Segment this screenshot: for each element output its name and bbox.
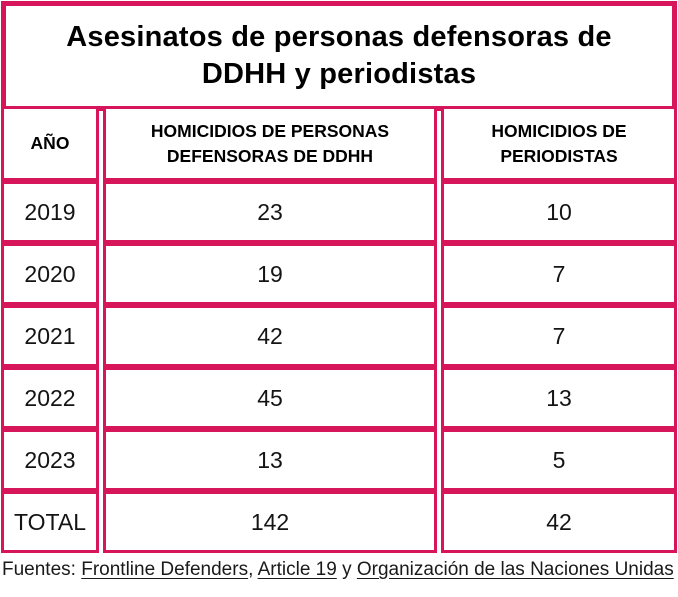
cell-defenders: 19: [103, 243, 437, 305]
header-row: [1, 106, 677, 181]
table-row: [1, 181, 677, 243]
title-box: [1, 1, 677, 111]
cell-journalists: 7: [441, 243, 677, 305]
cell-defenders: 13: [103, 429, 437, 491]
separator: y: [336, 559, 357, 580]
cell-defenders: 42: [103, 305, 437, 367]
cell-total-journalists: 42: [441, 491, 677, 553]
column-header-defenders: HOMICIDIOS DE PERSONAS DEFENSORAS DE DDHH: [103, 106, 437, 181]
table-row: [1, 243, 677, 305]
cell-journalists: 7: [441, 305, 677, 367]
source-link-article-19[interactable]: Article 19: [257, 559, 337, 580]
column-header-journalists: HOMICIDIOS DE PERIODISTAS: [441, 106, 677, 181]
page-title: Asesinatos de personas defensoras de DDHH y periodistas: [66, 21, 612, 90]
table-row: [1, 429, 677, 491]
cell-defenders: 45: [103, 367, 437, 429]
cell-year: 2023: [1, 429, 99, 491]
cell-year: 2020: [1, 243, 99, 305]
separator: ,: [248, 559, 258, 580]
sources-note: [2, 558, 676, 582]
column-header-year: AÑO: [1, 106, 99, 181]
source-link-naciones-unidas[interactable]: Organización de las Naciones Unidas: [356, 559, 674, 580]
data-table: [0, 106, 678, 553]
cell-defenders: 23: [103, 181, 437, 243]
table-row: [1, 367, 677, 429]
cell-year: 2021: [1, 305, 99, 367]
source-link-frontline-defenders[interactable]: Frontline Defenders: [81, 559, 249, 580]
cell-journalists: 10: [441, 181, 677, 243]
cell-journalists: 13: [441, 367, 677, 429]
sources-label: Fuentes:: [2, 559, 82, 580]
cell-year: 2022: [1, 367, 99, 429]
cell-year: 2019: [1, 181, 99, 243]
cell-total-label: TOTAL: [1, 491, 99, 553]
cell-journalists: 5: [441, 429, 677, 491]
cell-total-defenders: 142: [103, 491, 437, 553]
table-row-total: [1, 491, 677, 553]
table-row: [1, 305, 677, 367]
